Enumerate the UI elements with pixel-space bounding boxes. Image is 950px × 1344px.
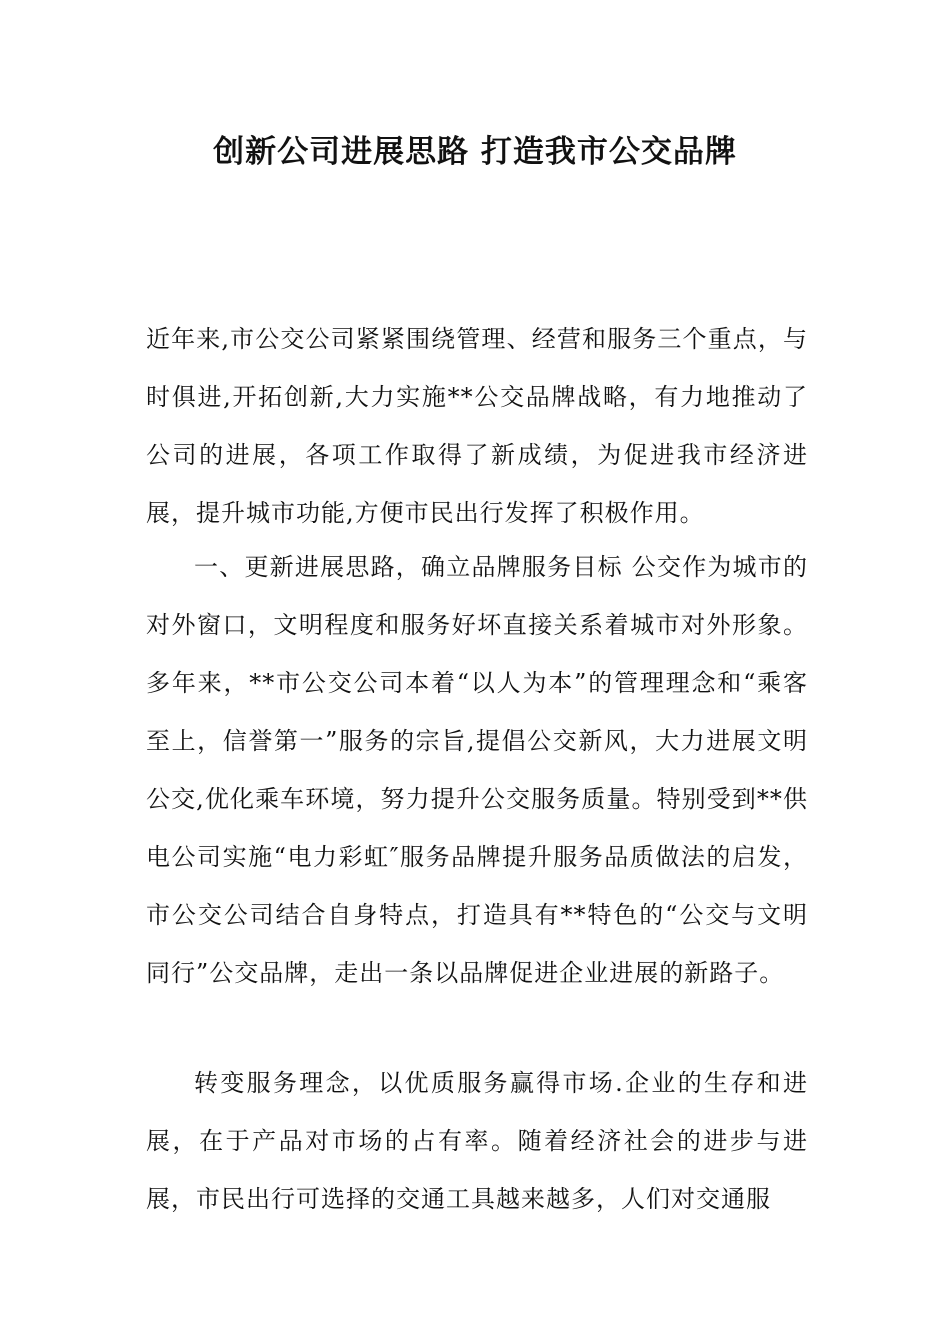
paragraph-service-concept: 转变服务理念，以优质服务赢得市场.企业的生存和进展，在于产品对市场的占有率。随着经济社会的进步与进展，市民出行可选择的交通工具越来越多，人们对交通服 — [146, 1069, 808, 1213]
paragraph-section-one: 一、更新进展思路，确立品牌服务目标 公交作为城市的对外窗口，文明程度和服务好坏直接关系着城市对外形象。多年来，**市公交公司本着“以人为本”的管理理念和“乘客至上，信誉第一”服务的宗旨,提倡公交新风，大力进展文明公交,优化乘车环境，努力提升公交服务质量。特别受到**供电公司实施“电力彩虹″服务品牌提升服务品质做法的启发，市公交公司结合自身特点，打造具有**特色的“公交与文明同行”公交品牌，走出一条以品牌促进企业进展的新路子。 — [146, 553, 808, 987]
document-title: 创新公司进展思路 打造我市公交品牌 — [213, 134, 737, 170]
paragraph-intro: 近年来,市公交公司紧紧围绕管理、经营和服务三个重点，与时俱进,开拓创新,大力实施**公交品牌战略，有力地推动了公司的进展，各项工作取得了新成绩，为促进我市经济进展，提升城市功能,方便市民出行发挥了积极作用。 — [146, 325, 808, 527]
